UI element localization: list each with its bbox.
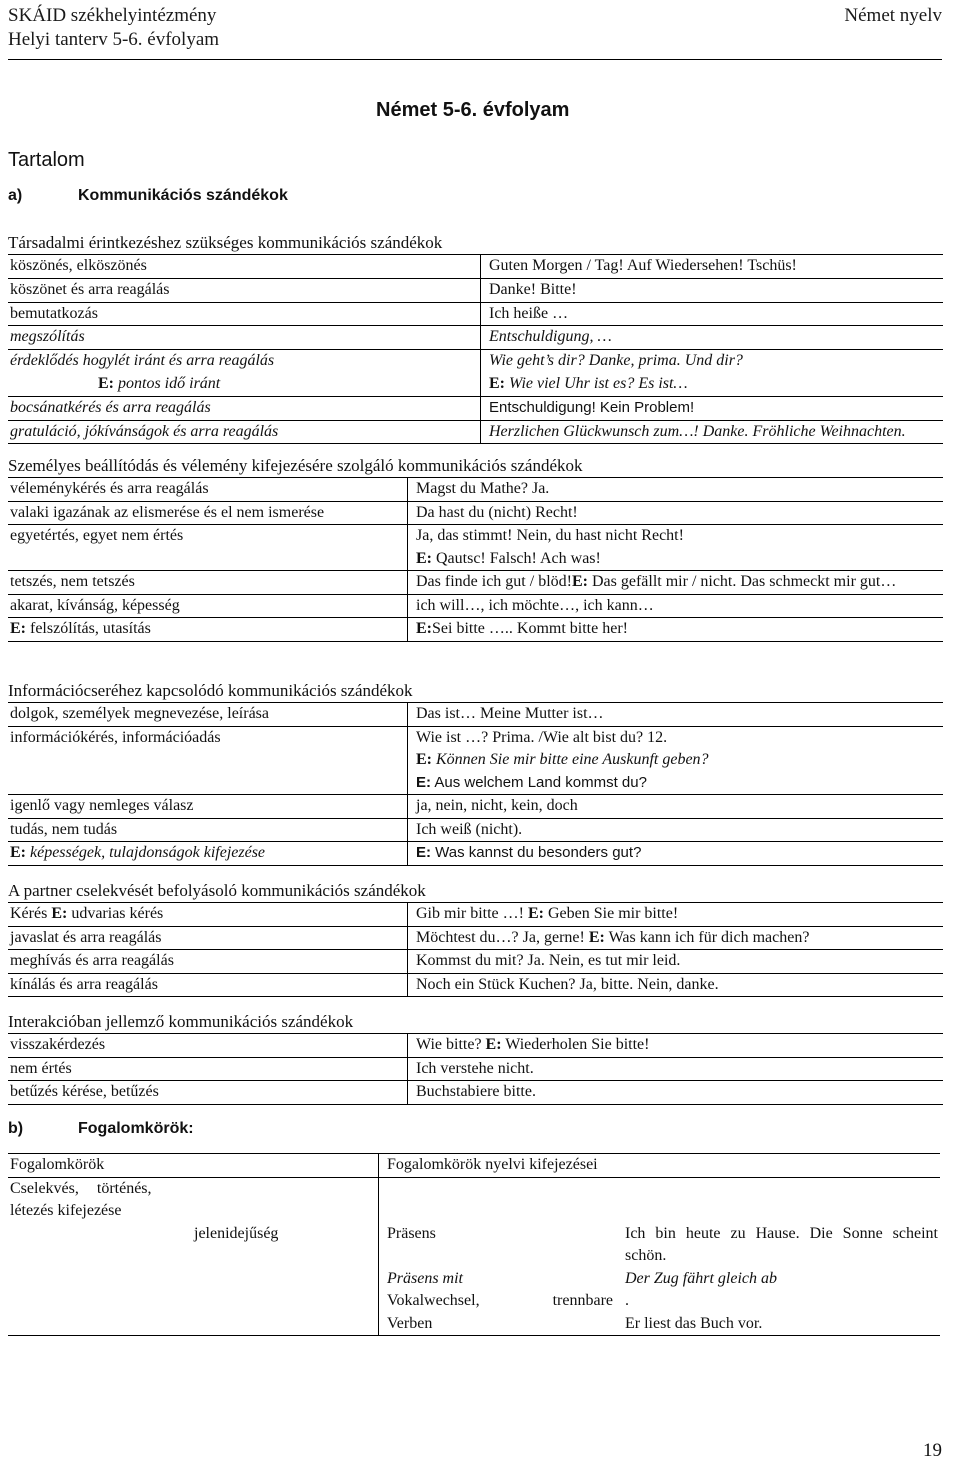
cell-text: Wiederholen Sie bitte!	[505, 1036, 650, 1053]
extension-marker: E:	[416, 773, 431, 791]
left-cell: köszönés, elköszönés	[8, 255, 481, 279]
block-title: Információcseréhez kapcsolódó kommunikációs szándékok	[8, 681, 413, 700]
table-row	[8, 525, 943, 571]
table-row	[8, 1034, 943, 1058]
cell-text: Möchtest du…? Ja, gerne!	[416, 928, 585, 946]
right-cell: ich will…, ich möchte…, ich kann…	[416, 596, 654, 614]
left-cell: akarat, kívánság, képesség	[8, 594, 408, 618]
extension-marker: E:	[489, 374, 505, 392]
table-row	[8, 795, 943, 819]
left-cell: betűzés kérése, betűzés	[8, 1081, 408, 1105]
concept-text: Cselekvés, történés,	[10, 1179, 152, 1197]
cell-text: képességek, tulajdonságok kifejezése	[30, 844, 266, 861]
table-row	[8, 420, 943, 444]
right-cell: Ich weiß (nicht).	[416, 820, 523, 838]
left-cell	[8, 842, 408, 866]
intentions-table	[8, 1033, 943, 1105]
grammar-term	[387, 1268, 625, 1336]
intentions-table	[8, 254, 943, 444]
grammar-term: Präsens	[387, 1224, 436, 1242]
right-cell	[408, 1034, 944, 1058]
block-title: Személyes beállítódás és vélemény kifejezésére szolgáló kommunikációs szándékok	[8, 456, 583, 475]
right-cell: Das ist… Meine Mutter ist…	[416, 705, 604, 722]
cell-text: Ja, das stimmt! Nein, du hast nicht Recht!	[416, 527, 684, 544]
partner-action-intentions-block	[8, 880, 943, 997]
table-row	[8, 926, 943, 950]
header-subject: Német nyelv	[844, 5, 942, 26]
cell-text: Sei bitte ….. Kommt bitte her!	[432, 620, 628, 637]
extension-marker: E:	[588, 928, 605, 946]
spacer	[10, 1245, 376, 1335]
cell-text: Das gefällt mir / nicht. Das schmeckt mir gut…	[591, 573, 897, 590]
block-title: Interakcióban jellemző kommunikációs szándékok	[8, 1012, 354, 1031]
section-b-heading	[8, 1120, 194, 1138]
right-cell	[408, 926, 944, 950]
right-cell	[408, 525, 944, 571]
cell-text: Wie bitte?	[416, 1036, 482, 1053]
left-cell: nem értés	[8, 1057, 408, 1081]
right-cell: Ich heiße …	[489, 304, 569, 322]
table-row	[8, 1177, 940, 1336]
term-line: Verben	[387, 1314, 433, 1332]
cell-text: Kérés	[10, 905, 48, 922]
table-row	[8, 842, 943, 866]
extension-marker: E:	[10, 620, 26, 637]
table-row	[8, 1081, 943, 1105]
concept-cell	[8, 1177, 379, 1336]
left-cell: kínálás és arra reagálás	[8, 973, 408, 997]
cell-text: Qautsc! Falsch! Ach was!	[436, 549, 601, 567]
cell-text: Gib mir bitte …!	[416, 905, 524, 922]
list-item	[387, 1268, 938, 1336]
left-cell: igenlő vagy nemleges válasz	[8, 795, 408, 819]
left-cell: bemutatkozás	[8, 302, 481, 326]
extension-marker: E:	[527, 905, 544, 922]
page-title: Német 5-6. évfolyam	[376, 99, 570, 121]
left-cell: meghívás és arra reagálás	[8, 950, 408, 974]
section-b-title: Fogalomkörök:	[78, 1120, 194, 1137]
right-cell	[481, 373, 944, 396]
table-row	[8, 373, 943, 396]
section-b-label: b)	[8, 1120, 24, 1137]
left-cell: tetszés, nem tetszés	[8, 571, 408, 595]
example-line: .	[625, 1292, 629, 1309]
subconcept-text: jelenidejűség	[194, 1224, 279, 1242]
page-header	[8, 4, 942, 52]
table-row	[8, 396, 943, 420]
cell-text: udvarias kérés	[71, 905, 164, 922]
example-line: Der Zug fährt gleich ab	[625, 1269, 777, 1287]
right-cell: Kommst du mit? Ja. Nein, es tut mir leid.	[416, 952, 681, 969]
cell-text: Was kann ich für dich machen?	[608, 928, 810, 946]
cell-text: Das finde ich gut / blöd!	[416, 573, 572, 590]
right-cell	[408, 571, 944, 595]
cell-text: Was kannst du besonders gut?	[435, 844, 642, 861]
block-title: A partner cselekvését befolyásoló kommunikációs szándékok	[8, 881, 426, 900]
term-text: Vokalwechsel,	[387, 1292, 480, 1309]
interaction-intentions-block	[8, 1011, 943, 1105]
left-cell: egyetértés, egyet nem értés	[8, 525, 408, 571]
term-line: Präsens mit	[387, 1269, 463, 1287]
cell-text: pontos idő iránt	[118, 374, 221, 392]
right-cell	[408, 842, 944, 866]
right-cell: Buchstabiere bitte.	[416, 1083, 536, 1100]
contents-heading: Tartalom	[8, 149, 85, 171]
concept-text: létezés kifejezése	[10, 1202, 122, 1219]
right-cell: Da hast du (nicht) Recht!	[416, 503, 578, 521]
cell-text: Aus welchem Land kommst du?	[434, 773, 647, 791]
cell-text-extension	[416, 749, 941, 772]
extension-marker: E:	[10, 844, 26, 861]
concepts-table	[8, 1153, 940, 1336]
right-cell: Danke! Bitte!	[489, 280, 577, 298]
table-row	[8, 973, 943, 997]
table-row	[8, 302, 943, 326]
right-cell: Guten Morgen / Tag! Auf Wiedersehen! Tschüs!	[489, 257, 797, 274]
example-sentence	[625, 1268, 938, 1336]
table-row	[8, 571, 943, 595]
left-cell: véleménykérés és arra reagálás	[8, 478, 408, 502]
right-cell: Entschuldigung, …	[489, 328, 612, 346]
cell-text: Können Sie mir bitte eine Auskunft geben?	[436, 751, 709, 768]
right-cell: Ich verstehe nicht.	[416, 1059, 534, 1077]
left-cell	[8, 618, 408, 642]
left-cell: megszólítás	[8, 326, 481, 350]
right-cell	[408, 726, 944, 795]
block-title: Társadalmi érintkezéshez szükséges kommunikációs szándékok	[8, 233, 443, 252]
list-item	[387, 1223, 938, 1268]
table-row	[8, 618, 943, 642]
left-cell: javaslat és arra reagálás	[8, 926, 408, 950]
right-cell	[408, 618, 944, 642]
expression-table	[387, 1223, 938, 1336]
left-cell: dolgok, személyek megnevezése, leírása	[8, 703, 408, 727]
table-row	[8, 501, 943, 525]
right-cell	[408, 903, 944, 927]
section-a-title: Kommunikációs szándékok	[78, 187, 288, 204]
header-divider	[8, 59, 942, 60]
table-row	[8, 278, 943, 302]
header-cell: Fogalomkörök nyelvi kifejezései	[387, 1156, 598, 1173]
section-a-heading	[8, 187, 288, 205]
intentions-table	[8, 902, 943, 997]
left-cell	[8, 373, 481, 396]
cell-text: Geben Sie mir bitte!	[547, 905, 679, 922]
extension-marker: E:	[416, 620, 432, 637]
header-cell: Fogalomkörök	[8, 1154, 379, 1178]
header-curriculum: Helyi tanterv 5-6. évfolyam	[8, 29, 220, 50]
table-row	[8, 818, 943, 842]
table-row	[8, 903, 943, 927]
table-row	[8, 594, 943, 618]
example-line: Er liest das Buch vor.	[625, 1314, 763, 1332]
example-sentence: Ich bin heute zu Hause. Die Sonne scheint schön.	[625, 1224, 938, 1264]
table-row	[8, 703, 943, 727]
table-row	[8, 350, 943, 373]
extension-marker: E:	[98, 374, 114, 392]
left-cell: tudás, nem tudás	[8, 818, 408, 842]
extension-marker: E:	[485, 1036, 502, 1053]
right-cell: Herzlichen Glückwunsch zum…! Danke. Fröhliche Weihnachten.	[489, 422, 906, 440]
right-cell: Wie geht’s dir? Danke, prima. Und dir?	[489, 352, 743, 370]
left-cell: bocsánatkérés és arra reagálás	[8, 396, 481, 420]
expression-cell	[379, 1177, 941, 1336]
extension-marker: E:	[51, 905, 68, 922]
table-header-row	[8, 1154, 940, 1178]
header-school: SKÁID székhelyintézmény	[8, 5, 217, 26]
social-intentions-block	[8, 232, 943, 444]
table-row	[8, 1057, 943, 1081]
extension-marker: E:	[416, 844, 431, 861]
term-line	[387, 1290, 625, 1313]
cell-text: Wie viel Uhr ist es? Es ist…	[509, 374, 688, 392]
left-cell: visszakérdezés	[8, 1034, 408, 1058]
right-cell: Entschuldigung! Kein Problem!	[489, 398, 695, 416]
left-cell: érdeklődés hogylét iránt és arra reagálás	[8, 350, 481, 373]
cell-text-extension	[416, 548, 941, 571]
extension-marker: E:	[416, 549, 432, 567]
left-cell	[8, 903, 408, 927]
opinion-intentions-block	[8, 455, 943, 642]
right-cell: Noch ein Stück Kuchen? Ja, bitte. Nein, danke.	[416, 975, 719, 993]
table-row	[8, 726, 943, 795]
right-cell: ja, nein, nicht, kein, doch	[416, 797, 578, 814]
term-text: trennbare	[552, 1292, 613, 1309]
cell-text-extension	[416, 772, 941, 795]
page-number: 19	[923, 1440, 942, 1461]
intentions-table	[8, 702, 943, 866]
section-a-label: a)	[8, 187, 23, 204]
left-cell: gratuláció, jókívánságok és arra reagálás	[8, 420, 481, 444]
table-row	[8, 255, 943, 279]
table-row	[8, 478, 943, 502]
left-cell: köszönet és arra reagálás	[8, 278, 481, 302]
intentions-table	[8, 477, 943, 642]
table-row	[8, 326, 943, 350]
cell-text: Wie ist …? Prima. /Wie alt bist du? 12.	[416, 728, 668, 746]
right-cell: Magst du Mathe? Ja.	[416, 480, 550, 497]
left-cell: valaki igazának az elismerése és el nem ismerése	[8, 501, 408, 525]
left-cell: információkérés, információadás	[8, 726, 408, 795]
cell-text: felszólítás, utasítás	[30, 620, 151, 637]
extension-marker: E:	[571, 573, 588, 590]
extension-marker: E:	[416, 751, 432, 768]
table-row	[8, 950, 943, 974]
information-intentions-block	[8, 680, 943, 866]
